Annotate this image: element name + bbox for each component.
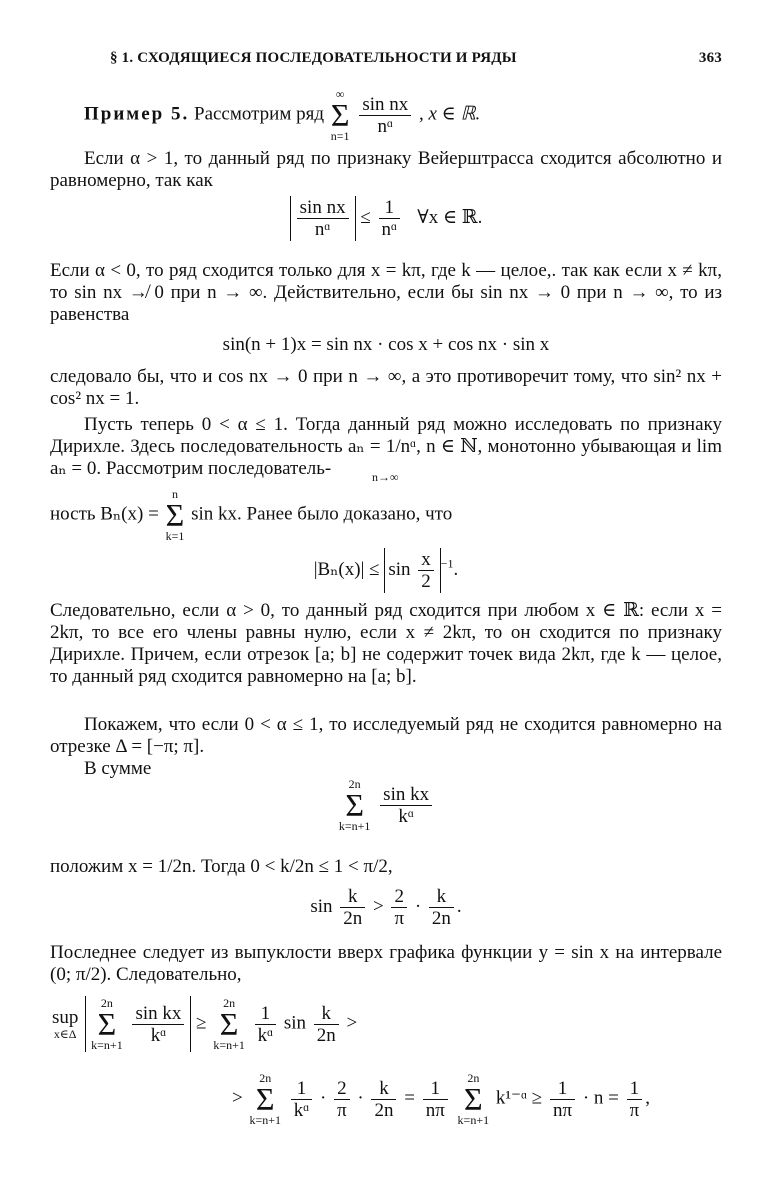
formula-bound: $\frac{\text{sin nx}}{\text{nᵅ}}$ ≤ $\frac{1}{\text{nᵅ}}$ ∀x ∈ ℝ. (50, 196, 722, 241)
paragraph-6: Следовательно, если α > 0, то данный ряд сходится при любом x ∈ ℝ: если x = 2kπ, то все его члены равны нулю, если x ≠ 2kπ, то он сходится по признаку Дирихле. Причем, если отрезок [a; b] не содержит точек вида 2kπ, где k — целое, то данный ряд сходится равномерно на [a; b]. (50, 600, 722, 687)
paragraph-1: Если α > 1, то данный ряд по признаку Вейерштрасса сходится абсолютно и равномерно, так как (50, 148, 722, 191)
paragraph-9: положим x = 1/2n. Тогда 0 < k/2n ≤ 1 < π/2, (50, 856, 393, 877)
example-text: Рассмотрим ряд (194, 103, 325, 125)
example-line (84, 88, 480, 142)
section-title: § 1. СХОДЯЩИЕСЯ ПОСЛЕДОВАТЕЛЬНОСТИ И РЯДЫ (110, 50, 517, 66)
paragraph-7: Покажем, что если 0 < α ≤ 1, то исследуемый ряд не сходится равномерно на отрезке Δ = [−π; π]. (50, 714, 722, 757)
paragraph-2: Если α < 0, то ряд сходится только для x = kπ, где k — целое,. так как если x ≠ kπ, то sin nx ↛ 0 при n → ∞. Действительно, если бы sin nx → 0 при n → ∞, то из равенства (50, 260, 722, 325)
sum-symbol: ∞ Σ n=1 (330, 87, 350, 143)
example-label: Пример 5. (84, 103, 190, 125)
paragraph-10: Последнее следует из выпуклости вверх графика функции y = sin x на интервале (0; π/2). Следовательно, (50, 942, 722, 985)
paragraph-5: ность Bₙ(x) = n Σ k=1 sin kx. Ранее было доказано, что (50, 487, 453, 543)
formula-sup-line-2: > 2n Σ k=n+1 $\frac{1}{\text{kᵅ}}$ · $\frac{2}{\pi}$ · $\frac{k}{2n}$ = $\frac{1}{n\pi}$ 2n Σ k=n+1 k¹⁻ᵅ ≥ $\frac{1}{n\pi}$ · n = $\frac{1}{\pi}$ , (232, 1071, 650, 1127)
lim-subscript: n→∞ (372, 470, 399, 484)
formula-partial-sum: 2n Σ k=n+1 $\frac{\text{sin kx}}{\text{kᵅ}}$ (50, 778, 722, 832)
formula-dirichlet-bound: |Bₙ(x)| ≤ sin $\frac{x}{2}$ $^{-1}$. (313, 549, 459, 592)
running-header (110, 50, 722, 67)
paragraph-4: Пусть теперь 0 < α ≤ 1. Тогда данный ряд можно исследовать по признаку Дирихле. Здесь последовательность aₙ = 1/nᵅ, n ∈ ℕ, монотонно убывающая и lim aₙ = 0. Рассмотрим последователь- (50, 414, 722, 479)
paragraph-8: В сумме (84, 758, 152, 779)
paragraph-3: следовало бы, что и cos nx → 0 при n → ∞, а это противоречит тому, что sin² nx + cos² nx = 1. (50, 366, 722, 409)
formula-sup-line-1: sup x∈Δ 2n Σ k=n+1 $\frac{\text{sin kx}}{\text{kᵅ}}$ ≥ 2n Σ k=n+1 $\frac{1}{\text{kᵅ}}$ sin $\frac{k}{2n}$ > (52, 996, 358, 1052)
fraction: $\frac{\text{sin nx}}{\text{nᵅ}}$ (359, 94, 411, 137)
example-tail: , x ∈ ℝ. (419, 103, 481, 125)
formula-sine-estimate: sin $\frac{k}{2n}$ > $\frac{2}{\pi}$ · $\frac{k}{2n}$ . (310, 886, 462, 929)
page-number: 363 (698, 50, 722, 66)
formula-sin-identity: sin(n + 1)x = sin nx · cos x + cos nx · sin x (222, 334, 550, 355)
